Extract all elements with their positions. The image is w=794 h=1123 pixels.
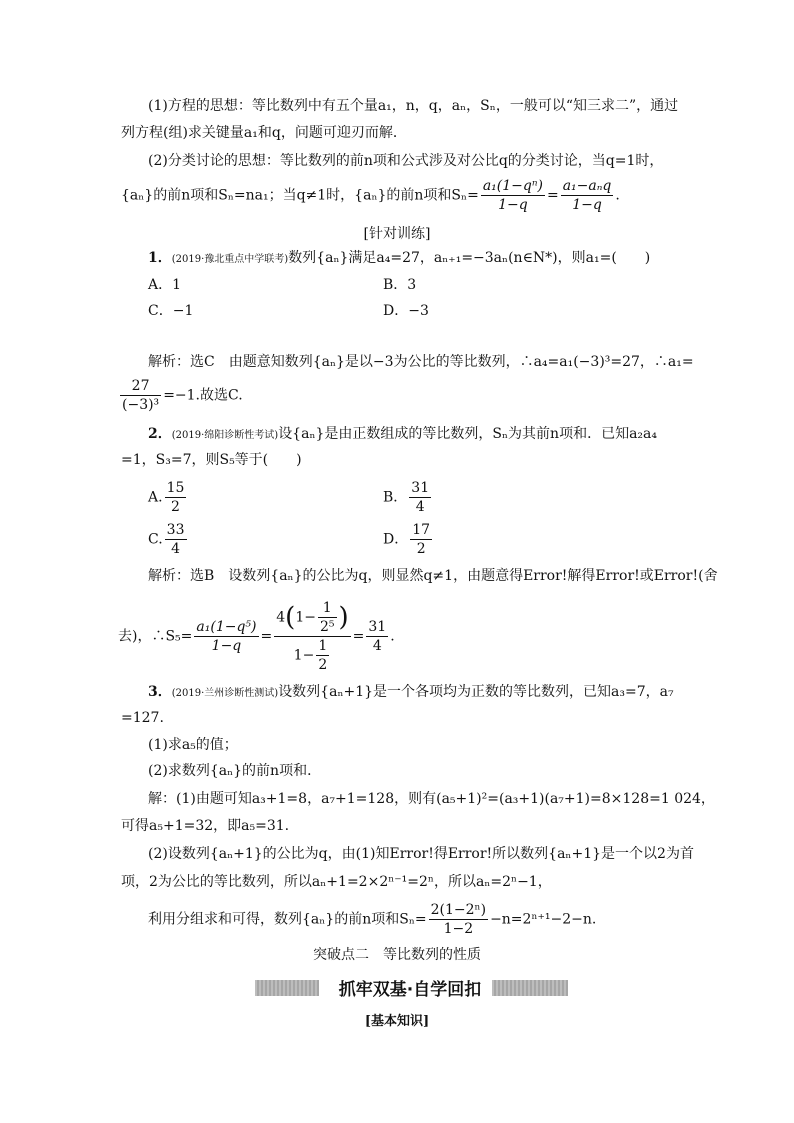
section-title: 突破点二 等比数列的性质 — [313, 947, 481, 963]
note-p2-line1: (2)分类讨论的思想：等比数列的前n项和公式涉及对公比q的分类讨论，当q=1时， — [148, 153, 664, 169]
note-p2-fraction-1 — [481, 178, 545, 213]
inner-term: 1− — [295, 609, 316, 626]
q2-stem: 设{aₙ}是由正数组成的等比数列，Sₙ为其前n项和．已知a₂a₄ — [278, 426, 657, 442]
q3-number: 3． — [148, 684, 172, 700]
note-p2-text: {aₙ}的前n项和Sₙ=na₁；当q≠1时，{aₙ}的前n项和Sₙ= — [121, 187, 479, 204]
fraction-denominator: 2 — [416, 541, 426, 557]
fraction-numerator: a₁−aₙq — [562, 178, 612, 194]
q1-source: (2019·豫北重点中学联考) — [171, 254, 289, 265]
q1-option-a: A．1 — [148, 277, 182, 293]
period: . — [615, 187, 620, 204]
practice-heading: [针对训练] — [363, 226, 431, 242]
q3-solution-line1: 解：(1)由题可知a₃+1=8，a₇+1=128，则有(a₅+1)²=(a₃+1)(a₇+1)=8×128=1 024， — [148, 791, 715, 807]
fraction-denominator: 4 — [415, 499, 425, 515]
q2-option-c — [148, 522, 189, 557]
fraction-denominator: 4 — [372, 638, 382, 654]
q3-stem: 设数列{aₙ+1}是一个各项均为正数的等比数列，已知a₃=7，a₇ — [278, 684, 674, 700]
fraction-denominator: 2 — [171, 499, 180, 515]
q2-solution-compound-fraction — [274, 600, 350, 673]
equals-sign: = — [546, 187, 559, 204]
q1-solution-line2 — [118, 378, 243, 413]
note-p2-line2 — [121, 178, 620, 213]
q3-stem-line1 — [148, 683, 674, 703]
open-paren: ( — [285, 602, 296, 633]
q2-solution-line2 — [118, 600, 395, 673]
q3-solution-line5 — [148, 902, 596, 937]
fraction-numerator: 2(1−2ⁿ) — [430, 902, 487, 918]
q3-part1: (1)求a₅的值； — [148, 737, 238, 753]
fraction-numerator: 15 — [166, 480, 185, 496]
q2-solution-fraction-1 — [194, 619, 258, 654]
basic-knowledge-heading: [基本知识] — [364, 1014, 430, 1029]
equals-sign: = — [260, 628, 273, 645]
q3-solution-end: −n=2ⁿ⁺¹−2−n. — [490, 911, 597, 928]
fraction-numerator: a₁(1−q⁵) — [196, 619, 257, 635]
banner-left-bar — [255, 980, 319, 996]
q1-option-d: D．−3 — [383, 303, 429, 319]
period: . — [390, 628, 395, 645]
fraction-denominator: 2 — [318, 657, 328, 673]
option-fraction — [409, 480, 431, 515]
option-label: B． — [383, 489, 408, 506]
fraction-denominator: 2⁵ — [319, 619, 335, 635]
fraction-denominator: 1−2 — [443, 921, 474, 937]
q2-source: (2019·绵阳诊断性考试) — [171, 430, 279, 441]
option-fraction — [165, 480, 187, 515]
q3-solution-text: 利用分组求和可得，数列{aₙ}的前n项和Sₙ= — [148, 911, 427, 928]
q3-stem-line2: =127. — [121, 710, 164, 726]
fraction-numerator: 27 — [120, 378, 161, 396]
compound-denominator — [274, 637, 350, 673]
q1-stem-line — [148, 249, 650, 269]
q2-option-d — [383, 522, 434, 557]
fraction-numerator: 17 — [412, 522, 431, 538]
compound-numerator — [274, 600, 350, 637]
fraction-numerator: 1 — [318, 638, 328, 654]
fraction-denominator: 4 — [171, 541, 181, 557]
q2-option-a — [148, 480, 188, 515]
equals-sign: = — [352, 628, 365, 645]
coefficient: 4 — [276, 609, 286, 626]
q3-solution-fraction — [429, 902, 488, 937]
q3-solution-line3: (2)设数列{aₙ+1}的公比为q，由(1)知Error!得Error!所以数列{aₙ+1}是一个以2为首 — [148, 846, 694, 862]
note-p1-line1: (1)方程的思想：等比数列中有五个量a₁，n，q，aₙ，Sₙ，一般可以“知三求二”，通过 — [148, 98, 679, 114]
fraction-numerator: 1 — [318, 600, 337, 618]
fraction-denominator: 1−q — [211, 638, 242, 654]
q1-option-b: B．3 — [383, 277, 417, 293]
q1-solution-end: =−1.故选C. — [163, 387, 243, 404]
inner-fraction — [316, 638, 329, 673]
banner-title: 抓牢双基·自学回扣 — [338, 980, 482, 1000]
q3-source: (2019·兰州诊断性测试) — [171, 688, 279, 699]
note-p2-fraction-2 — [561, 178, 614, 213]
option-fraction — [165, 522, 187, 557]
option-fraction — [410, 522, 432, 557]
fraction-numerator: 33 — [166, 522, 185, 538]
note-p1-line2: 列方程(组)求关键量a₁和q，问题可迎刃而解． — [121, 125, 407, 141]
fraction-denominator: 1−q — [498, 197, 528, 213]
q2-solution-result — [366, 619, 388, 654]
q3-solution-line4: 项，2为公比的等比数列，所以aₙ+1=2×2ⁿ⁻¹=2ⁿ，所以aₙ=2ⁿ−1， — [121, 874, 552, 890]
option-label: D． — [383, 531, 409, 548]
fraction-denominator: (−3)³ — [122, 397, 160, 413]
q2-number: 2． — [148, 426, 172, 442]
fraction-numerator: 31 — [368, 619, 387, 635]
q2-solution-line1: 解析：选B 设数列{aₙ}的公比为q，则显然q≠1，由题意得Error!解得Error!或Error!(舍 — [148, 568, 718, 584]
q2-stem-line2: =1，S₃=7，则S₅等于( ) — [121, 452, 302, 468]
q3-solution-line2: 可得a₅+1=32，即a₅=31. — [121, 818, 290, 834]
fraction-numerator: a₁(1−qⁿ) — [482, 178, 543, 194]
banner-right-bar — [492, 980, 568, 996]
q2-solution-text: 去)，∴S₅= — [118, 628, 193, 645]
option-label: A. — [148, 489, 163, 506]
fraction-numerator: 31 — [411, 480, 430, 496]
q1-solution-fraction — [120, 378, 161, 413]
q3-part2: (2)求数列{aₙ}的前n项和． — [148, 763, 322, 779]
option-label: C. — [148, 531, 163, 548]
inner-term: 1− — [293, 647, 315, 664]
q2-option-b — [383, 480, 433, 515]
fraction-denominator: 1−q — [572, 197, 602, 213]
inner-fraction — [318, 600, 337, 635]
q1-option-c: C．−1 — [148, 303, 194, 319]
close-paren: ) — [338, 602, 349, 633]
q1-solution-line1: 解析：选C 由题意知数列{aₙ}是以−3为公比的等比数列，∴a₄=a₁(−3)³=27，∴a₁= — [148, 354, 694, 370]
q1-stem: 数列{aₙ}满足a₄=27，aₙ₊₁=−3aₙ(n∈N*)，则a₁=( ) — [288, 250, 651, 266]
q1-number: 1． — [148, 250, 172, 266]
q2-stem-line1 — [148, 425, 657, 445]
